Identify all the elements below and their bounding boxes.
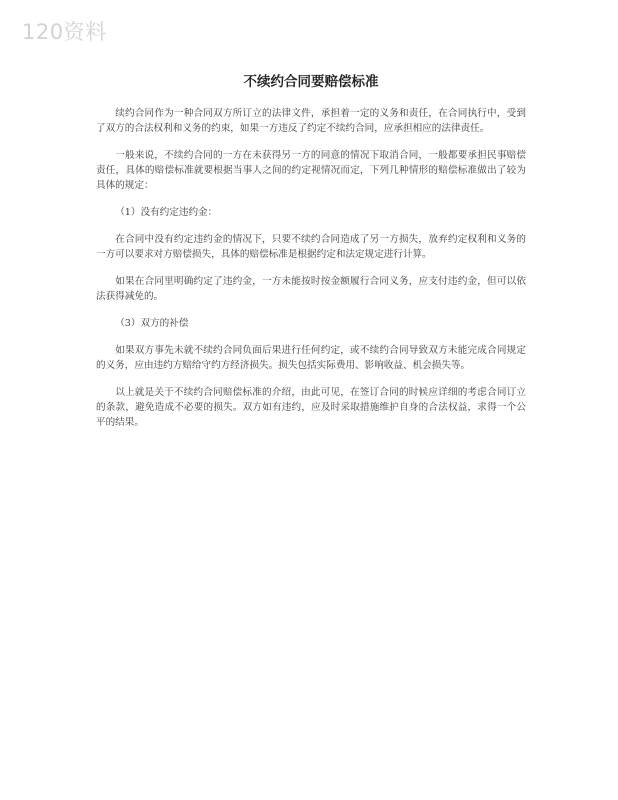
- watermark-logo: 120资料: [22, 20, 107, 44]
- subheading-compensation: （3）双方的补偿: [115, 318, 189, 329]
- document-title: 不续约合同要赔偿标准: [243, 74, 379, 90]
- subheading-no-penalty: （1）没有约定违约金：: [115, 207, 218, 218]
- document-page: [96, 70, 526, 442]
- paragraph-compensation: 如果双方事先未就不续约合同负面后果进行任何约定，或不续约合同导致双方未能完成合同规定的义务，应由违约方赔给守约方经济损失。损失包括实际费用、影响收益、机会损失等。: [96, 345, 526, 371]
- paragraph-intro: 续约合同作为一种合同双方所订立的法律文件，承担着一定的义务和责任，在合同执行中，受到了双方的合法权利和义务的约束，如果一方违反了约定不续约合同，应承担相应的法律责任。: [96, 108, 526, 134]
- paragraph-general: 一般来说，不续约合同的一方在未获得另一方的同意的情况下取消合同，一般都要承担民事赔偿责任，具体的赔偿标准就要根据当事人之间的约定视情况而定，下列几种情形的赔偿标准做出了较为具体的规定：: [96, 150, 526, 191]
- paragraph-with-penalty: 如果在合同里明确约定了违约金，一方未能按时按金额履行合同义务，应支付违约金，但可以依法获得减免的。: [96, 276, 526, 302]
- paragraph-conclusion: 以上就是关于不续约合同赔偿标准的介绍，由此可见，在签订合同的时候应详细的考虑合同订立的条款，避免造成不必要的损失。双方如有违约，应及时采取措施维护自身的合法权益，求得一个公平的结果。: [96, 387, 526, 428]
- paragraph-no-penalty: 在合同中没有约定违约金的情况下，只要不续约合同造成了另一方损失，放弃约定权利和义务的一方可以要求对方赔偿损失，具体的赔偿标准是根据约定和法定规定进行计算。: [96, 234, 526, 260]
